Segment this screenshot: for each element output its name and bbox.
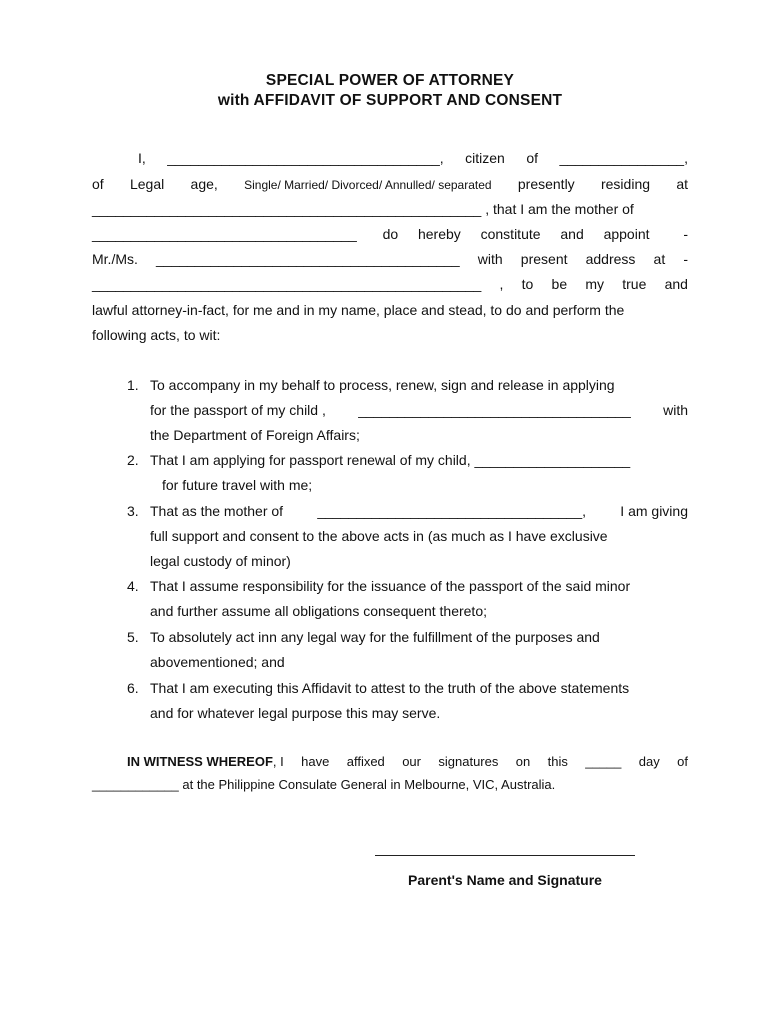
intro-word: and: [664, 276, 688, 292]
name-blank: ___________________________________,: [167, 150, 444, 166]
intro-word: appoint: [603, 226, 650, 242]
witness-bold: [127, 754, 284, 769]
intro-line-5: [92, 251, 688, 267]
witness-word: day: [638, 754, 660, 769]
child-name-blank: __________________________________: [92, 226, 357, 242]
item-5-line-2: abovementioned; and: [150, 654, 285, 670]
intro-word: at: [653, 251, 666, 267]
intro-word: my: [585, 276, 605, 292]
item-number: 2.: [127, 452, 139, 468]
item-text: for the passport of my child ,: [150, 402, 326, 418]
witness-word: , I: [272, 754, 284, 769]
item-number: 6.: [127, 680, 139, 696]
day-blank: _____: [585, 754, 622, 769]
item-2-line-1: That I am applying for passport renewal of my child, ____________________: [150, 452, 631, 468]
item-3-line-1: [150, 503, 688, 519]
child-name-blank: __________________________________,: [317, 503, 586, 519]
item-number: 3.: [127, 503, 139, 519]
intro-line-6: [92, 276, 688, 292]
intro-word: present: [520, 251, 568, 267]
item-1-line-3: the Department of Foreign Affairs;: [150, 427, 360, 443]
intro-word: -: [683, 251, 688, 267]
intro-word: be: [551, 276, 568, 292]
item-6-line-1: That I am executing this Affidavit to attest to the truth of the above statements: [150, 680, 630, 696]
intro-word: ,: [499, 276, 504, 292]
intro-line-3: __________________________________________________ , that I am the mother of: [92, 201, 634, 217]
witness-word: our: [402, 754, 421, 769]
intro-line-8: following acts, to wit:: [92, 327, 221, 343]
item-3-line-3: legal custody of minor): [150, 553, 291, 569]
item-6-line-2: and for whatever legal purpose this may serve.: [150, 705, 441, 721]
witness-line-2: ____________ at the Philippine Consulate General in Melbourne, VIC, Australia.: [92, 777, 556, 792]
intro-word: address: [585, 251, 636, 267]
intro-word: I,: [138, 150, 146, 166]
witness-word: affixed: [346, 754, 385, 769]
item-4-line-1: That I assume responsibility for the issuance of the passport of the said minor: [150, 578, 631, 594]
witness-word: of: [677, 754, 688, 769]
witness-heading: IN WITNESS WHEREOF: [127, 754, 273, 769]
intro-word: Legal: [129, 176, 165, 192]
item-4-line-2: and further assume all obligations consequent thereto;: [150, 603, 487, 619]
intro-line-4: [92, 226, 688, 242]
intro-word: of: [526, 150, 539, 166]
intro-word: of: [92, 176, 104, 192]
witness-word: signatures: [438, 754, 499, 769]
intro-word: presently: [517, 176, 575, 192]
child-name-blank: ___________________________________: [358, 402, 631, 418]
address-blank: __________________________________________________: [92, 276, 482, 292]
intro-word: residing: [600, 176, 651, 192]
intro-word: true: [622, 276, 647, 292]
intro-line-7: lawful attorney-in-fact, for me and in my name, place and stead, to do and perform the: [92, 302, 625, 318]
intro-word: do: [382, 226, 399, 242]
witness-word: on: [515, 754, 531, 769]
citizenship-blank: ________________,: [559, 150, 688, 166]
intro-word: -: [683, 226, 688, 242]
signature-caption: Parent's Name and Signature: [408, 872, 602, 888]
intro-word: age,: [190, 176, 218, 192]
intro-line-2: [92, 176, 688, 192]
attorney-name-blank: _______________________________________: [156, 251, 460, 267]
document-title: SPECIAL POWER OF ATTORNEY: [265, 72, 515, 89]
item-text: I am giving: [620, 503, 688, 519]
item-3-line-2: full support and consent to the above acts in (as much as I have exclusive: [150, 528, 608, 544]
witness-word: have: [301, 754, 330, 769]
item-5-line-1: To absolutely act inn any legal way for the fulfillment of the purposes and: [150, 629, 600, 645]
item-number: 4.: [127, 578, 139, 594]
item-1-line-1: To accompany in my behalf to process, renew, sign and release in applying: [150, 377, 615, 393]
intro-word: constitute: [480, 226, 541, 242]
intro-word: hereby: [417, 226, 461, 242]
intro-word: with: [477, 251, 503, 267]
witness-line-1: [127, 754, 688, 769]
item-number: 5.: [127, 629, 139, 645]
witness-word: this: [547, 754, 568, 769]
intro-line-1: [138, 150, 688, 166]
signature-line: [375, 855, 635, 856]
item-text: That as the mother of: [150, 503, 284, 519]
item-text: with: [663, 402, 688, 418]
intro-word: Mr./Ms.: [92, 251, 138, 267]
document-subtitle: with AFFIDAVIT OF SUPPORT AND CONSENT: [217, 92, 563, 109]
intro-word: to: [521, 276, 534, 292]
item-1-line-2: [150, 402, 688, 418]
item-2-line-2: for future travel with me;: [162, 477, 313, 493]
intro-word: at: [676, 176, 688, 192]
civil-status-options: Single/ Married/ Divorced/ Annulled/ separated: [244, 178, 492, 192]
item-number: 1.: [127, 377, 139, 393]
intro-word: and: [560, 226, 584, 242]
intro-word: citizen: [465, 150, 505, 166]
